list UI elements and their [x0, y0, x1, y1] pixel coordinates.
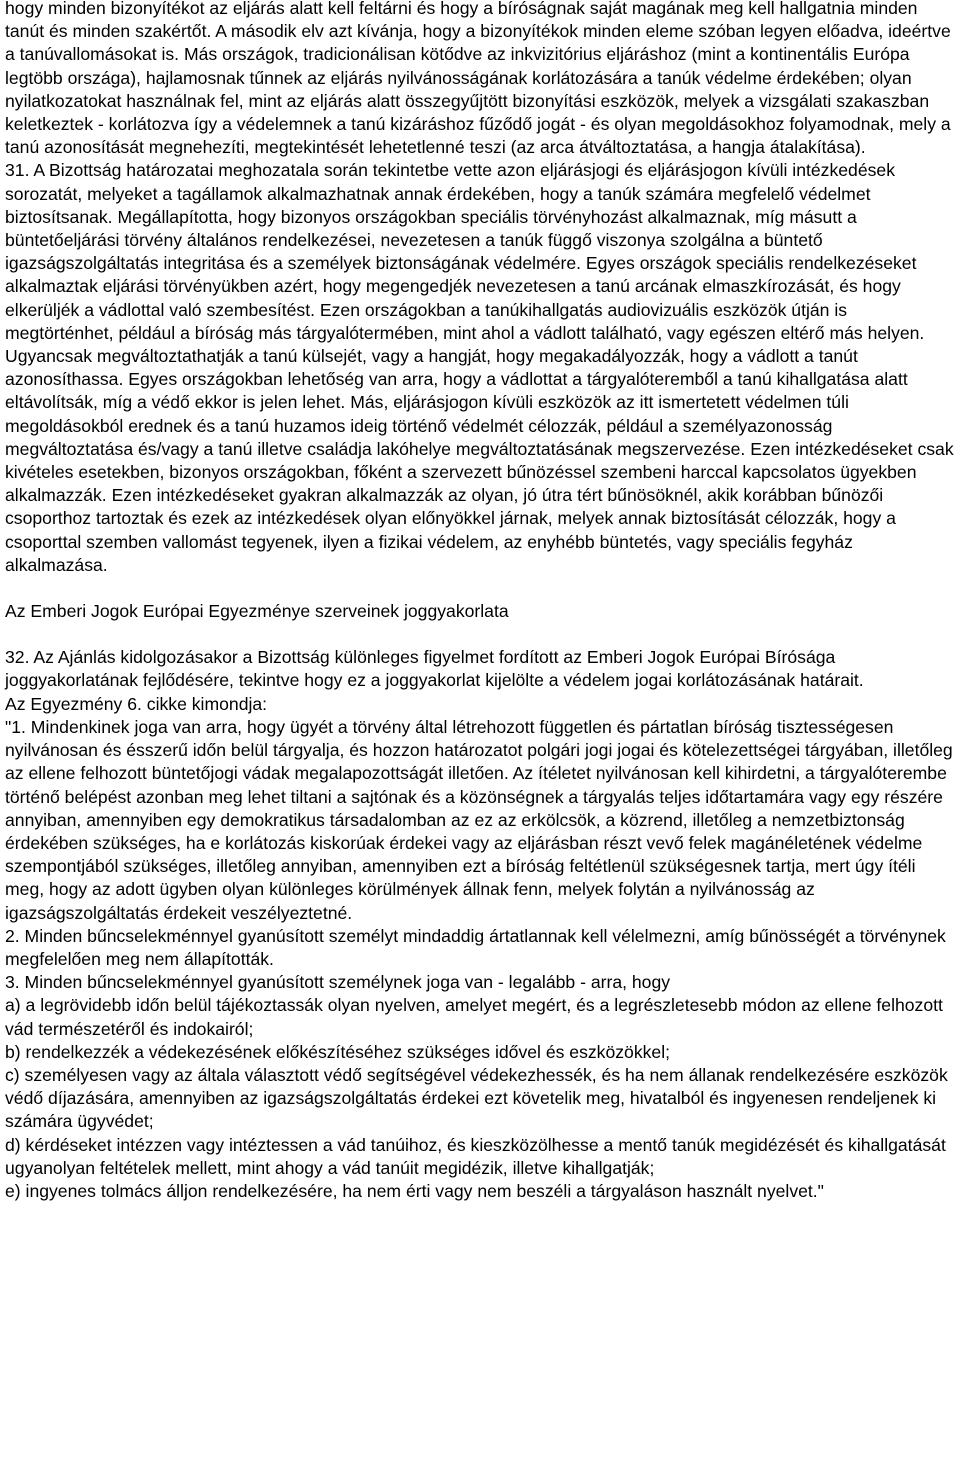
list-item-a: a) a legrövidebb időn belül tájékoztassák olyan nyelven, amelyet megért, és a legrészletesebb módon az ellene felhozott vád természetéről és indokairól;: [5, 995, 943, 1039]
paragraph-continued: hogy minden bizonyítékot az eljárás alatt kell feltárni és hogy a bíróságnak saját magának meg kell hallgatnia minden tanút és minden szakértőt. A második elv azt kívánja, hogy a bizonyítékok minden eleme szóban legyen előadva, ideértve a tanúvallomásokat is. Más országok, tradicionálisan kötődve az inkvizitórius eljáráshoz (mint a kontinentális Európa legtöbb országa), hajlamosnak tűnnek az eljárás nyilvánosságának korlátozására a tanúk védelme érdekében; olyan nyilatkozatokat használnak fel, mint az eljárás alatt összegyűjtött bizonyítási eszközök, melyek a vizsgálati szakaszban keletkeztek - korlátozva így a védelemnek a tanú kizáráshoz fűződő jogát - és olyan megoldásokhoz folyamodnak, mely a tanú azonosítását megnehezíti, megtekintését lehetetlenné teszi (az arca átváltoztatása, a hangja átalakítása).: [5, 0, 951, 158]
list-item-d: d) kérdéseket intézzen vagy intéztessen a vád tanúihoz, és kieszközölhesse a mentő tanúk megidézését és kihallgatását ugyanolyan feltételek mellett, mint ahogy a vád tanúit megidézik, illetve kihallgatják;: [5, 1134, 946, 1178]
paragraph-31: 31. A Bizottság határozatai meghozatala során tekintetbe vette azon eljárásjogi és eljárásjogon kívüli intézkedések sorozatát, melyeket a tagállamok alkalmazhatnak annak érdekében, hogy a tanúk számára megfelelő védelmet biztosítsanak. Megállapította, hogy bizonyos országokban speciális törvényhozást alkalmaznak, míg másutt a büntetőeljárási törvény általános rendelkezései, nevezetesen a tanúk függő viszonya szolgálna a büntető igazságszolgáltatás integritása és a személyek biztonságának védelmére. Egyes országok speciális rendelkezéseket alkalmaztak eljárási törvényükben azért, hogy megengedjék nevezetesen a tanú arcának elmaszkírozását, és hogy elkerüljék a vádlottal való szembesítést. Ezen országokban a tanúkihallgatás audiovizuális eszközök útján is megtörténhet, például a bíróság más tárgyalótermében, mint ahol a vádlott található, vagy egészen eltérő más helyen. Ugyancsak megváltoztathatják a tanú külsejét, vagy a hangját, hogy megakadályozzák, hogy a vádlott a tanút azonosíthassa. Egyes országokban lehetőség van arra, hogy a vádlottat a tárgyalóteremből a tanú kihallgatása alatt eltávolítsák, míg a védő ekkor is jelen lehet. Más, eljárásjogon kívüli eszközök az itt ismertetett védelmen túli megoldásokból erednek és a tanú huzamos ideig történő védelmét célozzák, például a személyazonosság megváltoztatása és/vagy a tanú illetve családja lakóhelye megváltoztatásának megszervezése. Ezen intézkedéseket csak kivételes esetekben, bizonyos országokban, főként a szervezett bűnözéssel szembeni harccal kapcsolatos ügyekben alkalmazzák. Ezen intézkedéseket gyakran alkalmazzák az olyan, jó útra tért bűnösöknél, akik korábban bűnözői csoporthoz tartoztak és ezek az intézkedések olyan előnyökkel járnak, melyek annak biztosítását célozzák, hogy a csoporttal szemben vallomást tegyenek, ilyen a fizikai védelem, az enyhébb büntetés, vagy speciális fegyház alkalmazása.: [5, 160, 954, 575]
list-item-e: e) ingyenes tolmács álljon rendelkezésére, ha nem érti vagy nem beszéli a tárgyaláson használt nyelvet.": [5, 1180, 824, 1201]
paragraph-32: 32. Az Ajánlás kidolgozásakor a Bizottság különleges figyelmet fordított az Emberi Jogok Európai Bírósága joggyakorlatának fejlődésére, tekintve hogy ez a joggyakorlat kijelölte a védelem jogai korlátozásának határait.: [5, 647, 864, 691]
document-page: [5, 0, 957, 1203]
list-item-b: b) rendelkezzék a védekezésének előkészítéséhez szükséges idővel és eszközökkel;: [5, 1041, 671, 1062]
section-heading: Az Emberi Jogok Európai Egyezménye szerveinek joggyakorlata: [5, 601, 509, 622]
article-6-point-1: "1. Mindenkinek joga van arra, hogy ügyét a törvény által létrehozott független és pártatlan bíróság tisztességesen nyilvánosan és ésszerű időn belül tárgyalja, és hozzon határozatot polgári jogi jogai és kötelezettségei tárgyában, illetőleg az ellene felhozott büntetőjogi vádak megalapozottságát illetően. Az ítéletet nyilvánosan kell kihirdetni, a tárgyalóterembe történő belépést azonban meg lehet tiltani a sajtónak és a közönségnek a tárgyalás teljes időtartamára vagy egy részére annyiban, amennyiben egy demokratikus társadalomban az ez az erkölcsök, a közrend, illetőleg a nemzetbiztonság érdekében szükséges, ha e korlátozás kiskorúak érdekei vagy az eljárásban részt vevő felek magánéletének védelme szempontjából szükséges, illetőleg annyiban, amennyiben ezt a bíróság feltétlenül szükségesnek tartja, mert úgy ítéli meg, hogy az adott ügyben olyan különleges körülmények állnak fenn, melyek folytán a nyilvánosság az igazságszolgáltatás érdekeit veszélyeztetné.: [5, 716, 953, 923]
article-intro: Az Egyezmény 6. cikke kimondja:: [5, 693, 268, 714]
article-6-point-2: 2. Minden bűncselekménnyel gyanúsított személyt mindaddig ártatlannak kell vélelmezni, amíg bűnösségét a törvénynek megfelelően meg nem állapították.: [5, 925, 946, 969]
list-item-c: c) személyesen vagy az általa választott védő segítségével védekezhessék, és ha nem állanak rendelkezésére eszközök védő díjazására, amennyiben az igazságszolgáltatás érdekei ezt követelik meg, hivatalból és ingyenesen rendeljenek ki számára ügyvédet;: [5, 1064, 948, 1132]
article-6-point-3: 3. Minden bűncselekménnyel gyanúsított személynek joga van - legalább - arra, hogy: [5, 972, 671, 993]
